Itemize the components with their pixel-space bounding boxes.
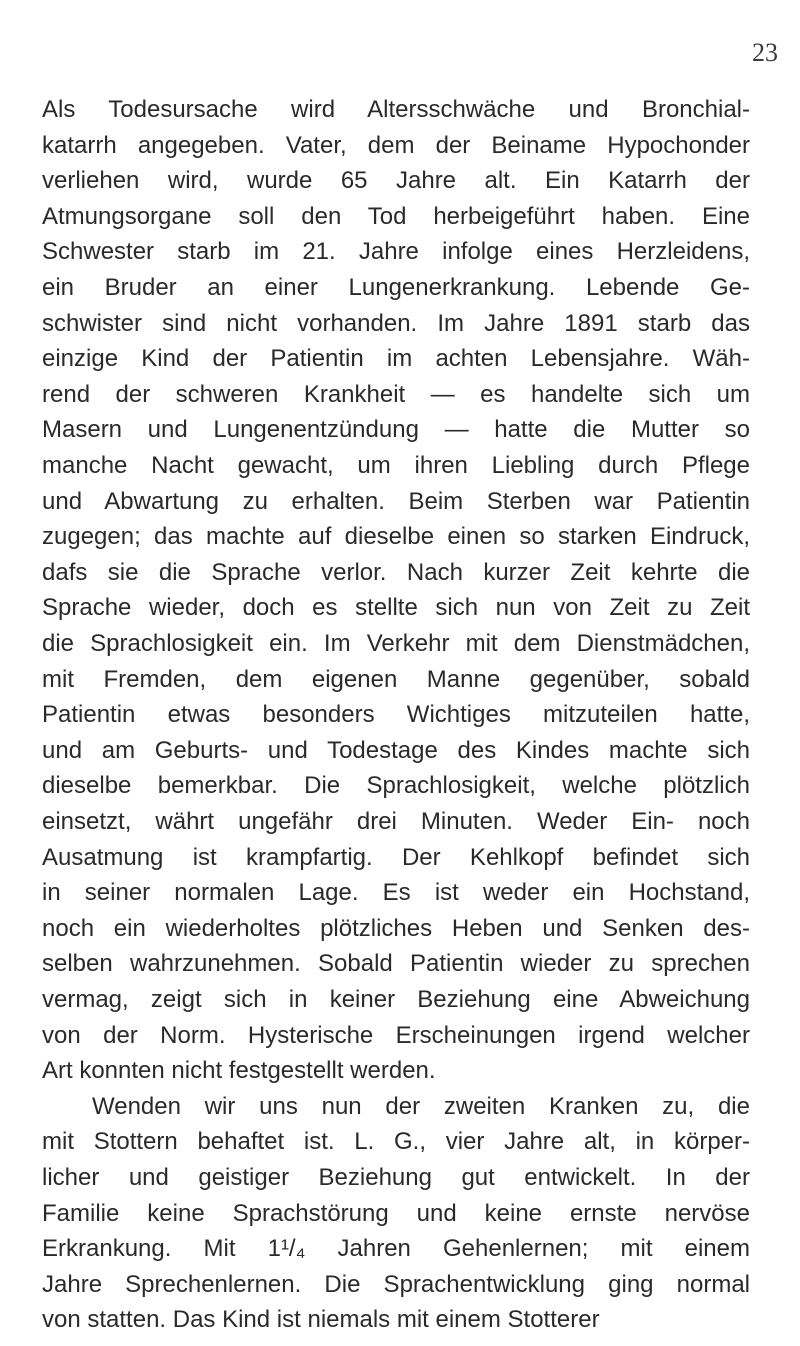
text-line: Patientin etwas besonders Wichtiges mitzuteilen hatte, <box>42 701 750 729</box>
text-line: vermag, zeigt sich in keiner Beziehung eine Abweichung <box>42 986 750 1013</box>
text-line: manche Nacht gewacht, um ihren Liebling durch Pflege <box>42 452 750 479</box>
text-line: und Abwartung zu erhalten. Beim Sterben war Patientin <box>42 487 750 515</box>
text-line: schwister sind nicht vorhanden. Im Jahre 1891 starb das <box>42 309 750 337</box>
text-line: Atmungsorgane soll den Tod herbeigeführt haben. Eine <box>42 202 750 230</box>
text-line: Sprache wieder, doch es stellte sich nun von Zeit zu Zeit <box>42 594 750 622</box>
text-line: rend der schweren Krankheit — es handelte sich um <box>42 380 750 408</box>
text-line: Art konnten nicht festgestellt werden. <box>42 1057 436 1085</box>
text-line: zugegen; das machte auf dieselbe einen so starken Eindruck, <box>42 523 750 551</box>
text-line: dafs sie die Sprache verlor. Nach kurzer Zeit kehrte die <box>42 558 750 586</box>
text-line: dieselbe bemerkbar. Die Sprachlosigkeit, welche plötzlich <box>42 772 750 800</box>
text-line: in seiner normalen Lage. Es ist weder ein Hochstand, <box>42 879 750 907</box>
text-line: verliehen wird, wurde 65 Jahre alt. Ein Katarrh der <box>42 167 750 195</box>
text-line: Als Todesursache wird Altersschwäche und Bronchial- <box>42 96 750 123</box>
text-line: Wenden wir uns nun der zweiten Kranken zu, die <box>92 1092 750 1120</box>
text-line: und am Geburts- und Todestage des Kindes machte sich <box>42 736 750 764</box>
text-line: mit Stottern behaftet ist. L. G., vier Jahre alt, in körper- <box>42 1128 750 1156</box>
text-line: einzige Kind der Patientin im achten Lebensjahre. Wäh- <box>42 345 750 373</box>
text-line: Schwester starb im 21. Jahre infolge eines Herzleidens, <box>42 238 750 266</box>
text-line: licher und geistiger Beziehung gut entwickelt. In der <box>42 1164 750 1191</box>
text-line: ein Bruder an einer Lungenerkrankung. Lebende Ge- <box>42 274 750 301</box>
text-line: mit Fremden, dem eigenen Manne gegenüber, sobald <box>42 665 750 693</box>
text-line: von statten. Das Kind ist niemals mit einem Stotterer <box>42 1306 600 1334</box>
text-line: selben wahrzunehmen. Sobald Patientin wieder zu sprechen <box>42 950 750 978</box>
text-line: Familie keine Sprachstörung und keine ernste nervöse <box>42 1199 750 1227</box>
text-line: Masern und Lungenentzündung — hatte die Mutter so <box>42 416 750 444</box>
text-line: noch ein wiederholtes plötzliches Heben und Senken des- <box>42 914 750 942</box>
text-line: Jahre Sprechenlernen. Die Sprachentwicklung ging normal <box>42 1270 750 1298</box>
text-line: katarrh angegeben. Vater, dem der Beiname Hypochonder <box>42 131 750 159</box>
text-line: Ausatmung ist krampfartig. Der Kehlkopf befindet sich <box>42 843 750 871</box>
text-line: die Sprachlosigkeit ein. Im Verkehr mit dem Dienstmädchen, <box>42 630 750 657</box>
page-number: 23 <box>752 38 778 67</box>
text-line: von der Norm. Hysterische Erscheinungen irgend welcher <box>42 1021 750 1049</box>
text-line: einsetzt, währt ungefähr drei Minuten. Weder Ein- noch <box>42 808 750 835</box>
text-line: Erkrankung. Mit 1¹/₄ Jahren Gehenlernen; mit einem <box>42 1235 750 1263</box>
